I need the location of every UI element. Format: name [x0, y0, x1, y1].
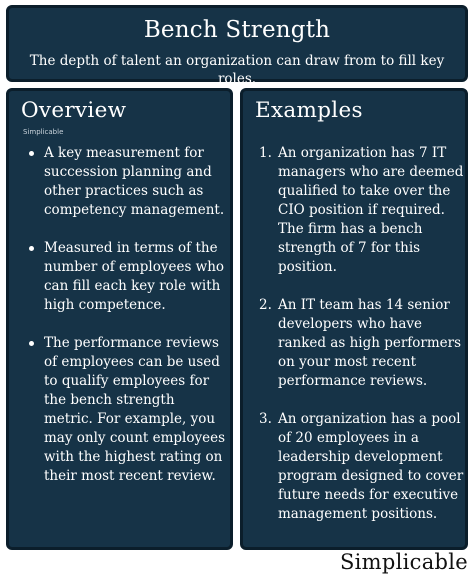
- bullet-icon: [29, 151, 34, 156]
- overview-item-text: A key measurement for succession planning and other practices such as competency management.: [44, 145, 225, 218]
- example-item-text: An organization has a pool of 20 employees in a leadership development program designed to cover future needs for executive management positions.: [278, 411, 464, 522]
- examples-heading: Examples: [255, 98, 363, 123]
- examples-list: [259, 144, 464, 543]
- bullet-icon: [29, 341, 34, 346]
- bullet-icon: [29, 246, 34, 251]
- examples-panel: [240, 88, 468, 550]
- overview-item: [26, 239, 226, 315]
- page-title: Bench Strength: [143, 17, 331, 43]
- overview-item: [26, 334, 226, 486]
- overview-heading: Overview: [21, 98, 127, 123]
- example-number: 3.: [259, 411, 272, 427]
- brand-logo-text: Simplicable: [339, 550, 468, 574]
- example-item-text: An IT team has 14 senior developers who have ranked as high performers on your most recent performance reviews.: [278, 297, 462, 389]
- overview-item: [26, 144, 226, 220]
- overview-item-text: Measured in terms of the number of employees who can fill each key role with high competence.: [44, 240, 225, 313]
- example-item: [259, 144, 464, 277]
- page-subtitle: The depth of talent an organization can draw from to fill key roles.: [29, 53, 445, 87]
- watermark: Simplicable: [23, 128, 64, 136]
- example-number: 2.: [259, 297, 272, 313]
- overview-item-text: The performance reviews of employees can be used to qualify employees for the bench strength metric. For example, you may only count employees with the highest rating on their most recent review.: [44, 335, 226, 484]
- header-panel: [6, 5, 468, 87]
- example-item: [259, 296, 464, 391]
- overview-panel: [6, 88, 233, 550]
- example-item-text: An organization has 7 IT managers who are deemed qualified to take over the CIO position if required. The firm has a bench strength of 7 for this position.: [278, 145, 464, 275]
- overview-list: [26, 144, 226, 505]
- example-item: [259, 410, 464, 524]
- example-number: 1.: [259, 145, 272, 161]
